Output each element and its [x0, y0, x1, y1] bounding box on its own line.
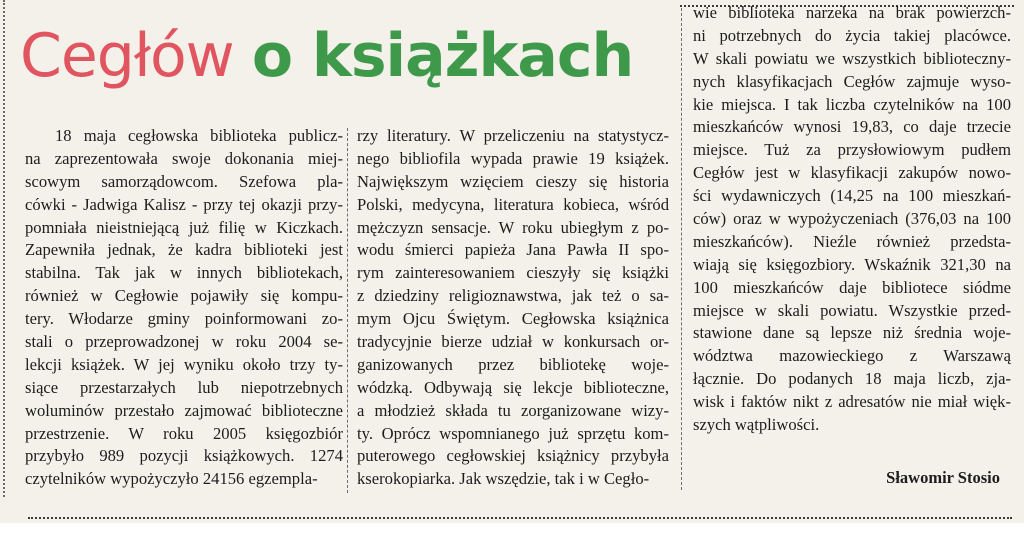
article-text-line: wodu śmierci papieża Jana Pawła II spo-	[357, 240, 669, 260]
article-text-line: ganizowanych przez bibliotekę woje-	[357, 354, 669, 374]
article-text-line: miejsce. Tuż za przysłowiowym pudłem	[693, 140, 1011, 160]
article-text-line: mężczyzn sensacje. W roku ubiegłym z po-	[357, 217, 669, 237]
article-column-1	[25, 125, 343, 491]
article-text-line: Zapewniła jednak, że kadra biblioteki jest	[25, 240, 343, 260]
article-text-line: z dziedziny religioznawstwa, jak też o sa-	[357, 286, 669, 306]
article-text-line: Największym wzięciem cieszy się historia	[357, 171, 669, 191]
article-text-line: szych wątpliwości.	[693, 415, 820, 435]
article-text-line: wiają się księgozbiory. Wskaźnik 321,30 na	[693, 254, 1011, 274]
article-text-line: kserokopiarka. Jak wszędzie, tak i w Cegło-	[357, 469, 650, 489]
article-text-line: cówki - Jadwiga Kalisz - przy tej okazji przy-	[25, 194, 343, 214]
article-text-line: scowym samorządowcom. Szefowa pla-	[25, 171, 343, 191]
cut-line-bottom	[28, 517, 1012, 519]
article-text-line: wisk i faktów nikt z adresatów nie miał więk-	[693, 392, 1011, 412]
article-column-2	[357, 125, 669, 491]
article-text-line: puterowego cegłowskiej książnicy przybyła	[357, 446, 669, 466]
article-text-line: stabilna. Tak jak w innych bibliotekach,	[25, 263, 343, 283]
article-text-line: łącznie. Do podanych 18 maja liczb, zja-	[693, 369, 1011, 389]
article-headline	[20, 21, 634, 91]
article-text-line: kie miejsca. I tak liczba czytelników na 100	[693, 94, 1011, 114]
article-text-line: Cegłów jest w klasyfikacji zakupów nowo-	[693, 163, 1011, 183]
article-text-line: ców) oraz w wypożyczeniach (376,03 na 100	[693, 209, 1011, 229]
article-text-line: 100 mieszkańców daje bibliotece siódme	[693, 277, 1011, 297]
article-text-line: tery. Włodarze gminy poinformowani zo-	[25, 309, 343, 329]
article-column-3	[693, 2, 1011, 437]
headline-part-1: Cegłów	[20, 21, 234, 91]
article-text-line: wie biblioteka narzeka na brak powierzch-	[693, 3, 1011, 22]
article-text-line: przestrzenie. W roku 2005 księgozbiór	[25, 423, 343, 443]
article-text-line: wództwa mazowieckiego z Warszawą	[693, 346, 1011, 366]
article-text-line: ty. Oprócz wspomnianego już sprzętu kom-	[357, 423, 669, 443]
article-text-line: stawione dane są lepsze niż średnia woje-	[693, 323, 1011, 343]
article-author: Sławomir Stosio	[886, 468, 1000, 487]
article-text-line: mieszkańców). Nieźle również przedsta-	[693, 231, 1011, 251]
article-text-line: na zaprezentowała swoje dokonania miej-	[25, 148, 343, 168]
article-text-line: woluminów przestało zajmować biblioteczne	[25, 400, 343, 420]
article-text-line: rzy literatury. W przeliczeniu na statystycz-	[357, 126, 669, 145]
column-divider-2	[681, 8, 682, 490]
article-text-line: stali o przeprowadzonej w roku 2004 se-	[25, 332, 343, 352]
article-text-line: tradycyjnie bierze udział w konkursach or-	[357, 332, 669, 352]
article-text-line: przybyło 989 pozycji książkowych. 1274	[25, 446, 343, 466]
article-text-line: lekcji książek. W jej wyniku około trzy ty-	[25, 354, 343, 374]
article-text-line: W skali powiatu we wszystkich biblioteczny-	[693, 48, 1011, 68]
article-text-line: a młodzież składa tu zorganizowane wizy-	[357, 400, 669, 420]
article-text-line: ni potrzebnych do życia takiej placówce.	[693, 25, 1011, 45]
article-text-line: wódzką. Odbywają się lekcje biblioteczne,	[357, 377, 669, 397]
article-text-line: ści wydawniczych (14,25 na 100 mieszkań-	[693, 186, 1011, 206]
paper-edge	[0, 523, 1024, 537]
article-text-line: mieszkańców wynosi 19,83, co daje trzecie	[693, 117, 1011, 137]
article-text-line: nych klasyfikacjach Cegłów zajmuje wyso-	[693, 71, 1011, 91]
article-text-line: pomniała nieistniejącą już filię w Kiczkach.	[25, 217, 343, 237]
article-text-line: mym Ojcu Świętym. Cegłowska książnica	[357, 309, 669, 329]
article-text-line: czytelników wypożyczyło 24156 egzempla-	[25, 469, 318, 489]
cut-line-left	[3, 0, 5, 497]
article-text-line: również w Cegłowie pojawiły się kompu-	[25, 286, 343, 306]
headline-part-2: o książkach	[251, 21, 634, 91]
article-text-line: miejsce w skali powiatu. Wszystkie przed-	[693, 300, 1011, 320]
article-text-line: 18 maja cegłowska biblioteka publicz-	[55, 126, 343, 145]
article-text-line: nego bibliofila wypada prawie 19 książek.	[357, 148, 669, 168]
article-text-line: siące przestarzałych lub niepotrzebnych	[25, 377, 343, 397]
article-text-line: Polski, medycyna, literatura kobieca, wśród	[357, 194, 669, 214]
column-divider-1	[347, 128, 348, 493]
article-text-line: rym zainteresowaniem cieszyły się książki	[357, 263, 669, 283]
